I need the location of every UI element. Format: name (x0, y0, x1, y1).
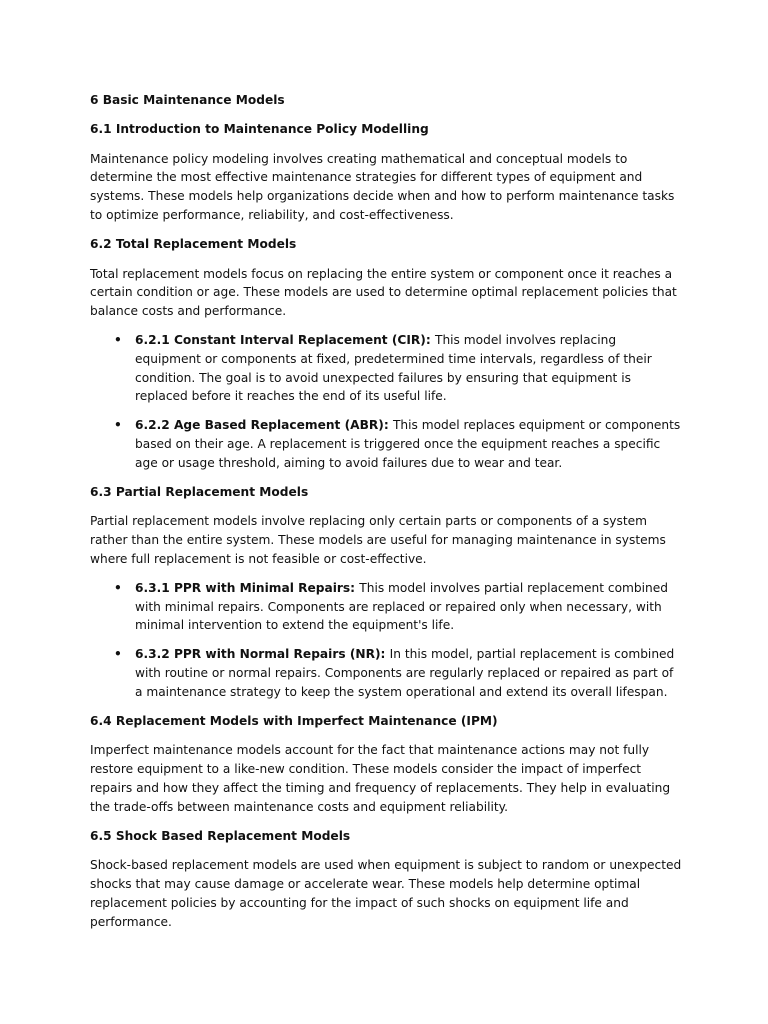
list-item (90, 331, 682, 406)
bullet-icon: • (114, 418, 122, 433)
section-paragraph-6-2: Total replacement models focus on replacing the entire system or component once it reaches a certain condition or age. These models are used to determine optimal replacement policies that balance costs and performance. (90, 266, 677, 319)
bullet-term: 6.2.1 Constant Interval Replacement (CIR): (135, 332, 435, 347)
document-page (90, 91, 682, 931)
section-heading-6-3: 6.3 Partial Replacement Models (90, 485, 309, 500)
bullet-icon: • (114, 332, 122, 347)
section-paragraph-6-3: Partial replacement models involve replacing only certain parts or components of a system rather than the entire system. These models are useful for managing maintenance in systems where full replacement is not feasible or cost-effective. (90, 514, 666, 566)
section-paragraph-6-1: Maintenance policy modeling involves creating mathematical and conceptual models to determine the most effective maintenance strategies for different types of equipment and systems. These models help organizations decide when and how to perform maintenance tasks to optimize performance, reliability, and cost-effectiveness. (90, 151, 675, 222)
list-item (90, 579, 682, 635)
bullet-list-6-2 (90, 331, 682, 473)
bullet-icon: • (114, 647, 122, 662)
section-heading-6-5: 6.5 Shock Based Replacement Models (90, 829, 351, 843)
bullet-text: In this model, partial replacement is combined with routine or normal repairs. Components are regularly replaced or repaired as part of a maintenance strategy to keep the system operational and extend its overall lifespan. (135, 647, 675, 699)
bullet-list-6-3 (90, 579, 682, 702)
document-title: 6 Basic Maintenance Models (90, 93, 285, 107)
section-heading-6-4: 6.4 Replacement Models with Imperfect Maintenance (IPM) (90, 714, 498, 729)
list-item (90, 645, 682, 701)
bullet-text: This model involves partial replacement combined with minimal repairs. Components are replaced or repaired only when necessary, with minimal intervention to extend the equipment's life. (135, 580, 668, 633)
bullet-term: 6.3.1 PPR with Minimal Repairs: (135, 580, 360, 595)
bullet-term: 6.3.2 PPR with Normal Repairs (NR): (135, 647, 390, 662)
list-item (90, 416, 682, 472)
section-paragraph-6-5: Shock-based replacement models are used when equipment is subject to random or unexpected shocks that may cause damage or accelerate wear. These models help determine optimal replacement policies by accounting for the impact of such shocks on equipment life and performance. (90, 858, 682, 929)
bullet-icon: • (114, 580, 122, 595)
bullet-term: 6.2.2 Age Based Replacement (ABR): (135, 418, 393, 433)
section-heading-6-1: 6.1 Introduction to Maintenance Policy Modelling (90, 122, 429, 137)
section-heading-6-2: 6.2 Total Replacement Models (90, 237, 297, 252)
section-paragraph-6-4: Imperfect maintenance models account for the fact that maintenance actions may not fully restore equipment to a like-new condition. These models consider the impact of imperfect repairs and how they affect the timing and frequency of replacements. They help in evaluating the trade-offs between maintenance costs and equipment reliability. (90, 743, 671, 814)
bullet-text: This model involves replacing equipment or components at fixed, predetermined time intervals, regardless of their condition. The goal is to avoid unexpected failures by ensuring that equipment is replaced before it reaches the end of its useful life. (135, 332, 652, 404)
bullet-text: This model replaces equipment or components based on their age. A replacement is triggered once the equipment reaches a specific age or usage threshold, aiming to avoid failures due to wear and tear. (135, 418, 681, 470)
